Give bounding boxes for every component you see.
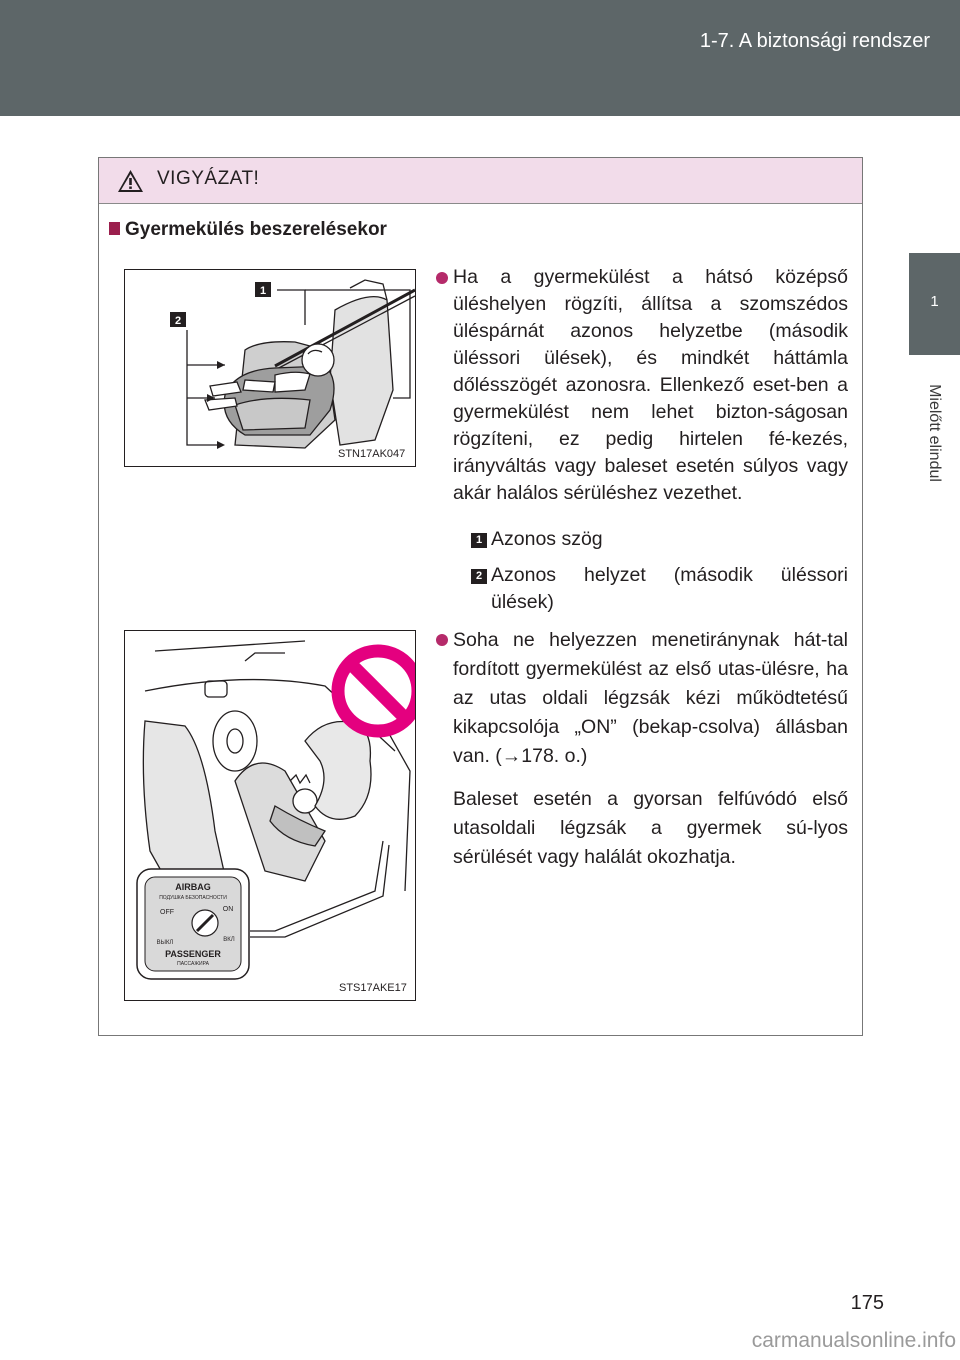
callout-badge-1: 1 xyxy=(471,533,487,548)
caution-box xyxy=(98,157,863,1036)
subheading-text: Gyermekülés beszerelésekor xyxy=(125,219,387,240)
airbag-switch-panel xyxy=(137,869,249,979)
callout-item-1 xyxy=(436,526,848,553)
caution-title: VIGYÁZAT! xyxy=(157,168,260,189)
figure1-code: STN17AK047 xyxy=(338,448,406,460)
callout-text-2: Azonos helyzet (második üléssori ülések) xyxy=(491,564,848,613)
chapter-number: 1 xyxy=(930,293,939,310)
page-number: 175 xyxy=(850,1292,884,1314)
paragraph: Baleset esetén a gyorsan felfúvódó első utasoldali légzsák a gyermek sú-lyos sérülését vagy halálát okozhatja. xyxy=(453,788,848,868)
fig1-callout-1: 1 xyxy=(259,285,267,297)
callout-text-1: Azonos szög xyxy=(491,528,603,550)
bullet-text-2: Soha ne helyezzen menetiránynak hát-tal fordított gyermekülést az első utas-ülésre, ha az utas oldali légzsák kézi működtetésű kikapcsolója „ON” (bekap-csolva) állásban van. (→178. o.) xyxy=(453,629,848,767)
square-bullet-icon xyxy=(109,222,120,235)
header-bar xyxy=(0,0,960,116)
callout-item-2 xyxy=(436,562,848,616)
caution-header xyxy=(99,158,862,204)
figure-child-seat-rear xyxy=(124,269,416,467)
switch-label-passenger-ru: ПАССАЖИРА xyxy=(177,961,209,967)
callout-badge-2: 2 xyxy=(471,569,487,584)
chapter-tab xyxy=(909,253,960,355)
figure2-code: STS17AKE17 xyxy=(339,982,407,994)
switch-label-on-ru: ВКЛ xyxy=(223,937,235,943)
watermark: carmanualsonline.info xyxy=(751,1329,956,1352)
chapter-label: Mielőtt elindul xyxy=(926,384,943,482)
bullet-item-1 xyxy=(436,264,848,507)
switch-label-on: ON xyxy=(222,906,234,913)
section-title: 1-7. A biztonsági rendszer xyxy=(699,30,930,52)
switch-label-passenger: PASSENGER xyxy=(165,949,221,959)
switch-label-airbag-ru: ПОДУШКА БЕЗОПАСНОСТИ xyxy=(159,895,227,901)
child-seat-illustration xyxy=(125,270,415,466)
bullet-text-1: Ha a gyermekülést a hátsó középső üléshelyen rögzíti, állítsa a szomszédos üléspárnát azonos helyzetbe (második üléssori ülések), és mindkét háttámla dőlésszögét azonosra. Ellenkező eset-ben a gyermekülést nem lehet bizton-ságosan rögzíteni, ez pedig hirtelen fé-kezés, irányváltás vagy baleset esetén súlyos vagy akár halálos sérüléshez vezethet. xyxy=(453,266,848,504)
warning-icon xyxy=(117,169,144,193)
bullet-dot-icon xyxy=(436,272,448,284)
bullet-item-2 xyxy=(436,626,848,771)
fig1-callout-2: 2 xyxy=(174,315,182,327)
prohibition-icon xyxy=(338,651,415,731)
switch-label-airbag: AIRBAG xyxy=(175,882,211,892)
figure-front-airbag xyxy=(124,630,416,1001)
bullet-dot-icon xyxy=(436,634,448,646)
switch-label-off: OFF xyxy=(160,909,174,916)
switch-label-off-ru: ВЫКЛ xyxy=(156,940,174,946)
subheading xyxy=(109,219,387,241)
airbag-illustration xyxy=(125,631,415,1000)
